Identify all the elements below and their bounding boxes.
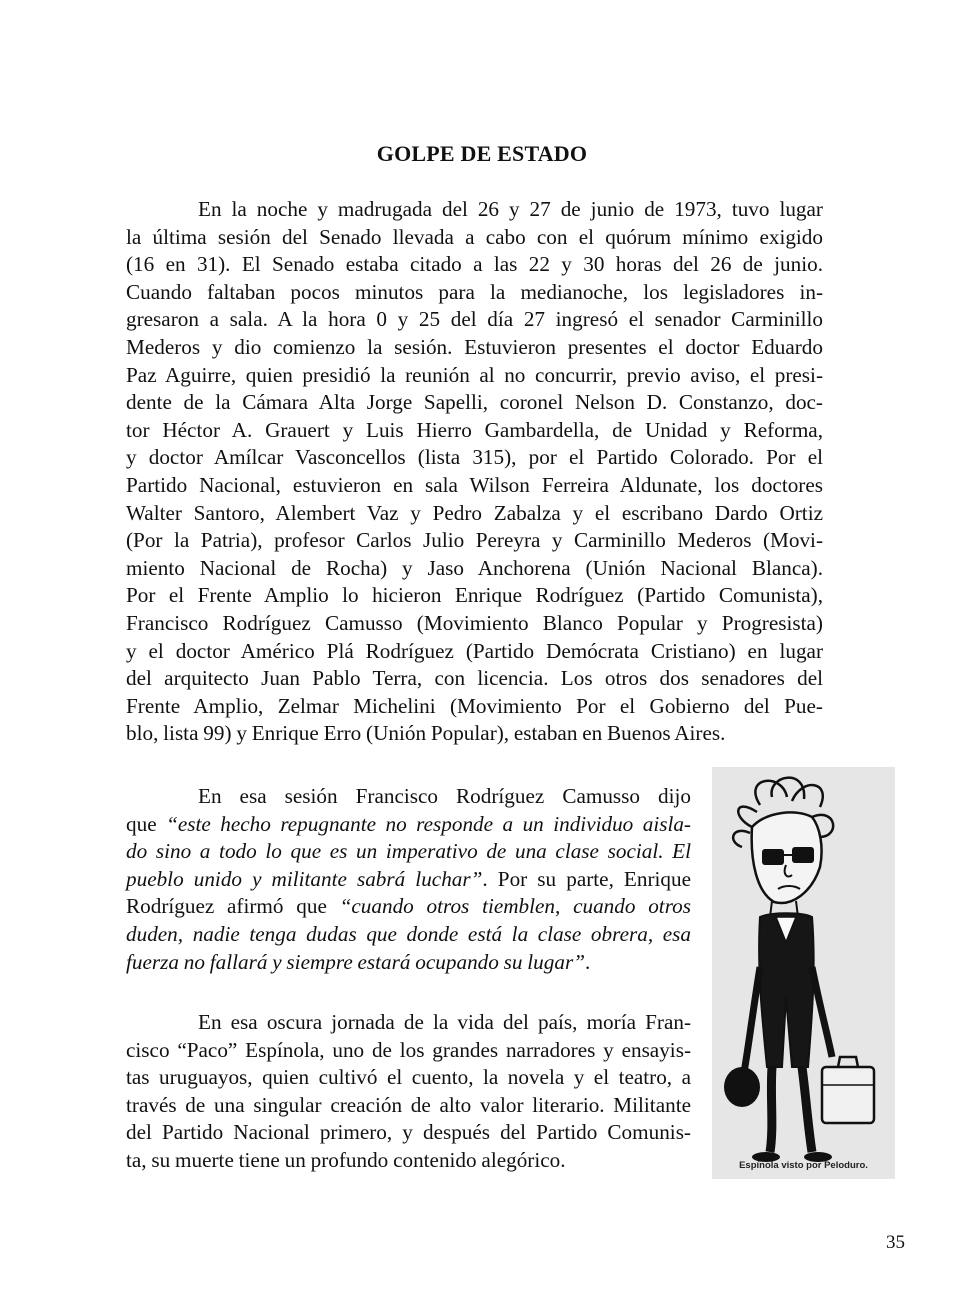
text-line: Frente Amplio, Zelmar Michelini (Movimiento Por el Gobierno del Pue- [126, 693, 823, 718]
text-line: dente de la Cámara Alta Jorge Sapelli, coronel Nelson D. Constanzo, doc- [126, 390, 823, 415]
text-line: En esa sesión Francisco Rodríguez Camusso dijo [198, 784, 691, 808]
text-line: pueblo unido y militante sabrá luchar”. Por su parte, Enrique [126, 866, 692, 891]
text-line: tor Héctor A. Grauert y Luis Hierro Gambardella, de Unidad y Reforma, [126, 417, 823, 442]
text-line: tas uruguayos, quien cultivó el cuento, la novela y el teatro, a [126, 1065, 691, 1090]
text-line: y el doctor Américo Plá Rodríguez (Partido Demócrata Cristiano) en lugar [126, 638, 823, 663]
text-line: la última sesión del Senado llevada a cabo con el quórum mínimo exigido [126, 224, 823, 249]
text-line: que “este hecho repugnante no responde a un individuo aisla- [126, 811, 691, 836]
text-line: y doctor Amílcar Vasconcellos (lista 315), por el Partido Colorado. Por el [126, 445, 823, 470]
quote-text: do sino a todo lo que es un imperativo de una clase social. El [126, 839, 691, 864]
text-line: ta, su muerte tiene un profundo contenido alegórico. [126, 1147, 566, 1172]
quote-text: pueblo unido y militante sabrá luchar” [126, 866, 483, 891]
paragraph-espinola [126, 1009, 691, 1175]
text-line: blo, lista 99) y Enrique Erro (Unión Popular), estaban en Buenos Aires. [126, 721, 726, 746]
text-line: Francisco Rodríguez Camusso (Movimiento Blanco Popular y Progresista) [126, 610, 823, 635]
text-line: (16 en 31). El Senado estaba citado a las 22 y 30 horas del 26 de junio. [126, 252, 823, 277]
text-line: del arquitecto Juan Pablo Terra, con licencia. Los otros dos senadores del [126, 666, 823, 691]
quote-text: fuerza no fallará y siempre estará ocupando su lugar” [126, 949, 585, 974]
text-line: Paz Aguirre, quien presidió la reunión al no concurrir, previo aviso, el presi- [126, 362, 823, 387]
text-line: través de una singular creación de alto valor literario. Militante [126, 1092, 691, 1117]
paragraph-quotes [126, 783, 691, 976]
section-title: GOLPE DE ESTADO [376, 141, 588, 166]
text-line: miento Nacional de Rocha) y Jaso Anchorena (Unión Nacional Blanca). [126, 555, 823, 580]
quote-text: duden, nadie tenga dudas que donde está la clase obrera, esa [126, 921, 691, 946]
caricature-drawing [712, 767, 895, 1179]
image-caption: Espínola visto por Peloduro. [739, 1160, 868, 1171]
text-line: En la noche y madrugada del 26 y 27 de junio de 1973, tuvo lugar [198, 197, 823, 221]
quote-text: “este hecho repugnante no responde a un individuo aisla- [166, 811, 691, 836]
paragraph-senate-session [126, 196, 823, 748]
text-line: Partido Nacional, estuvieron en sala Wilson Ferreira Aldunate, los doctores [126, 472, 823, 497]
text-line: gresaron a sala. A la hora 0 y 25 del día 27 ingresó el senador Carminillo [126, 307, 823, 332]
text-line: Rodríguez afirmó que “cuando otros tiemblen, cuando otros [126, 894, 691, 919]
text-line: Cuando faltaban pocos minutos para la medianoche, los legisladores in- [126, 279, 823, 304]
text-line: del Partido Nacional primero, y después del Partido Comunis- [126, 1120, 691, 1145]
text-line: Por el Frente Amplio lo hicieron Enrique Rodríguez (Partido Comunista), [126, 583, 823, 608]
text-line: (Por la Patria), profesor Carlos Julio Pereyra y Carminillo Mederos (Movi- [126, 528, 823, 553]
text-line [126, 921, 691, 949]
text-line: fuerza no fallará y siempre estará ocupando su lugar”. [126, 949, 591, 974]
text-line: En esa oscura jornada de la vida del país, moría Fran- [198, 1010, 691, 1034]
text-line: Mederos y dio comienzo la sesión. Estuvieron presentes el doctor Eduardo [126, 334, 823, 359]
page-number: 35 [886, 1232, 905, 1253]
text-line: Walter Santoro, Alembert Vaz y Pedro Zabalza y el escribano Dardo Ortiz [126, 500, 823, 525]
text-line: cisco “Paco” Espínola, uno de los grandes narradores y ensayis- [126, 1037, 691, 1062]
text-line [126, 838, 691, 866]
caricature-image [712, 767, 895, 1179]
quote-text: “cuando otros tiemblen, cuando otros [339, 894, 691, 919]
